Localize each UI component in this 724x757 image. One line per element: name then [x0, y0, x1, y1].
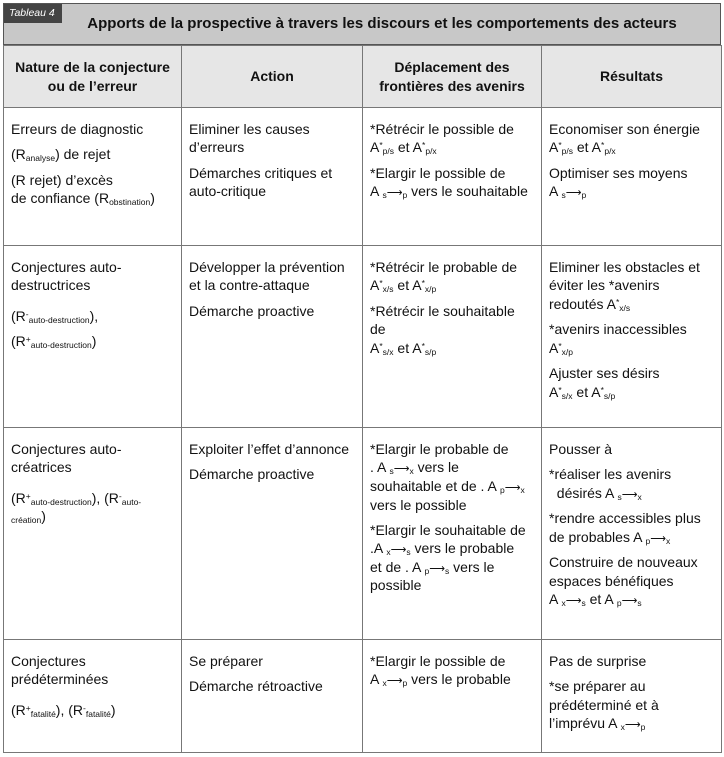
- cell-text: Démarche proactive: [189, 302, 315, 319]
- cell-resultats: [542, 428, 722, 640]
- cell-deplacement: [363, 640, 542, 753]
- header-nature: Nature de la conjecture ou de l’erreur: [4, 46, 182, 108]
- cell-deplacement: [363, 246, 542, 428]
- cell-action: [182, 108, 363, 246]
- cell-text: Démarche rétroactive: [189, 678, 323, 695]
- cell-text: Conjectures auto-créatrices: [11, 441, 122, 476]
- table-tag: Tableau 4: [4, 4, 62, 23]
- cell-text: Ajuster ses désirs $A^*_{s/x}$ et $A^*_{s/p}$: [549, 365, 660, 401]
- cell-text: *Elargir le probable de . A $_s⟶_x$ vers le souhaitable et de . A $_p⟶_x$ vers le possible: [370, 441, 525, 513]
- cell-action: [182, 640, 363, 753]
- cell-text: (R rejet) d’excès de confiance $(R_{obstination})$: [11, 171, 155, 208]
- cell-resultats: [542, 640, 722, 753]
- cell-text: Economiser son énergie $A^*_{p/s}$ et $A^*_{p/x}$: [549, 121, 700, 157]
- cell-text: *Rétrécir le souhaitable de $A^*_{s/x}$ et $A^*_{s/p}$: [370, 302, 515, 357]
- cell-text: Conjectures auto-destructrices: [11, 259, 122, 294]
- header-row: [4, 46, 722, 108]
- cell-deplacement: [363, 428, 542, 640]
- table-frame: [3, 3, 721, 751]
- cell-text: *Rétrécir le probable de $A^*_{x/s}$ et $A^*_{x/p}$: [370, 259, 518, 295]
- cell-text: *rendre accessibles plus de probables A $_p⟶_x$: [549, 510, 701, 546]
- table-row: [4, 108, 722, 246]
- cell-text: *Rétrécir le possible de $A^*_{p/s}$ et $A^*_{p/x}$: [370, 121, 514, 157]
- cell-text: Démarches critiques et auto-critique: [189, 164, 333, 200]
- cell-text: Eliminer les obstacles et éviter les *avenirs redoutés $A^*_{x/s}$: [549, 259, 700, 313]
- cell-nature: [4, 640, 182, 753]
- header-action: Action: [182, 46, 363, 108]
- cell-text: Pas de surprise: [549, 653, 647, 669]
- cell-text: *se préparer au prédéterminé et à l’imprévu A $_x⟶_p$: [549, 678, 659, 733]
- table-row: [4, 246, 722, 428]
- cell-text: *avenirs inaccessibles $A^*_{x/p}$: [549, 321, 687, 357]
- cell-text: *Elargir le souhaitable de .A $_x⟶_s$ vers le probable et de . A $_p⟶_s$ vers le possible: [370, 521, 526, 594]
- cell-text: *Elargir le possible de A $_x⟶_p$ vers le probable: [370, 653, 511, 689]
- cell-action: [182, 428, 363, 640]
- title-bar: [3, 3, 721, 45]
- cell-text: Construire de nouveaux espaces bénéfiques A $_x⟶_s$ et A $_p⟶_s$: [549, 554, 698, 609]
- cell-text: Eliminer les causes d’erreurs: [189, 121, 310, 156]
- cell-text: $(R^+_{auto-destruction})$: [11, 333, 97, 351]
- cell-text: $(R_{analyse})$ de rejet: [11, 146, 111, 164]
- cell-text: Optimiser ses moyens A $_s⟶_p$: [549, 164, 688, 201]
- cell-nature: [4, 428, 182, 640]
- cell-text: Se préparer: [189, 653, 263, 669]
- cell-text: $(R^+_{auto-destruction})$, $(R^-_{auto-création})$: [11, 489, 142, 526]
- cell-resultats: [542, 108, 722, 246]
- cell-text: Pousser à: [549, 441, 613, 457]
- cell-text: Développer la prévention et la contre-attaque: [189, 259, 345, 294]
- table-row: [4, 640, 722, 753]
- cell-text: $(R^+_{fatalité})$, $(R^-_{fatalité})$: [11, 701, 116, 719]
- cell-resultats: [542, 246, 722, 428]
- cell-text: Exploiter l’effet d’annonce: [189, 441, 350, 457]
- cell-text: *Elargir le possible de A $_s⟶_p$ vers le souhaitable: [370, 164, 528, 201]
- table-title: Apports de la prospective à travers les discours et les comportements des acteurs: [87, 15, 677, 32]
- cell-text: Démarche proactive: [189, 466, 315, 483]
- cell-action: [182, 246, 363, 428]
- header-deplacement: Déplacement des frontières des avenirs: [363, 46, 542, 108]
- cell-deplacement: [363, 108, 542, 246]
- cell-text: $(R^-_{auto-destruction})$,: [11, 307, 99, 325]
- header-resultats: Résultats: [542, 46, 722, 108]
- cell-text: *réaliser les avenirs désirés A $_s⟶_x$: [549, 466, 672, 502]
- cell-nature: [4, 108, 182, 246]
- table-row: [4, 428, 722, 640]
- cell-text: Conjectures prédéterminées: [11, 653, 109, 688]
- data-table: [3, 45, 722, 753]
- cell-text: Erreurs de diagnostic: [11, 121, 144, 137]
- cell-nature: [4, 246, 182, 428]
